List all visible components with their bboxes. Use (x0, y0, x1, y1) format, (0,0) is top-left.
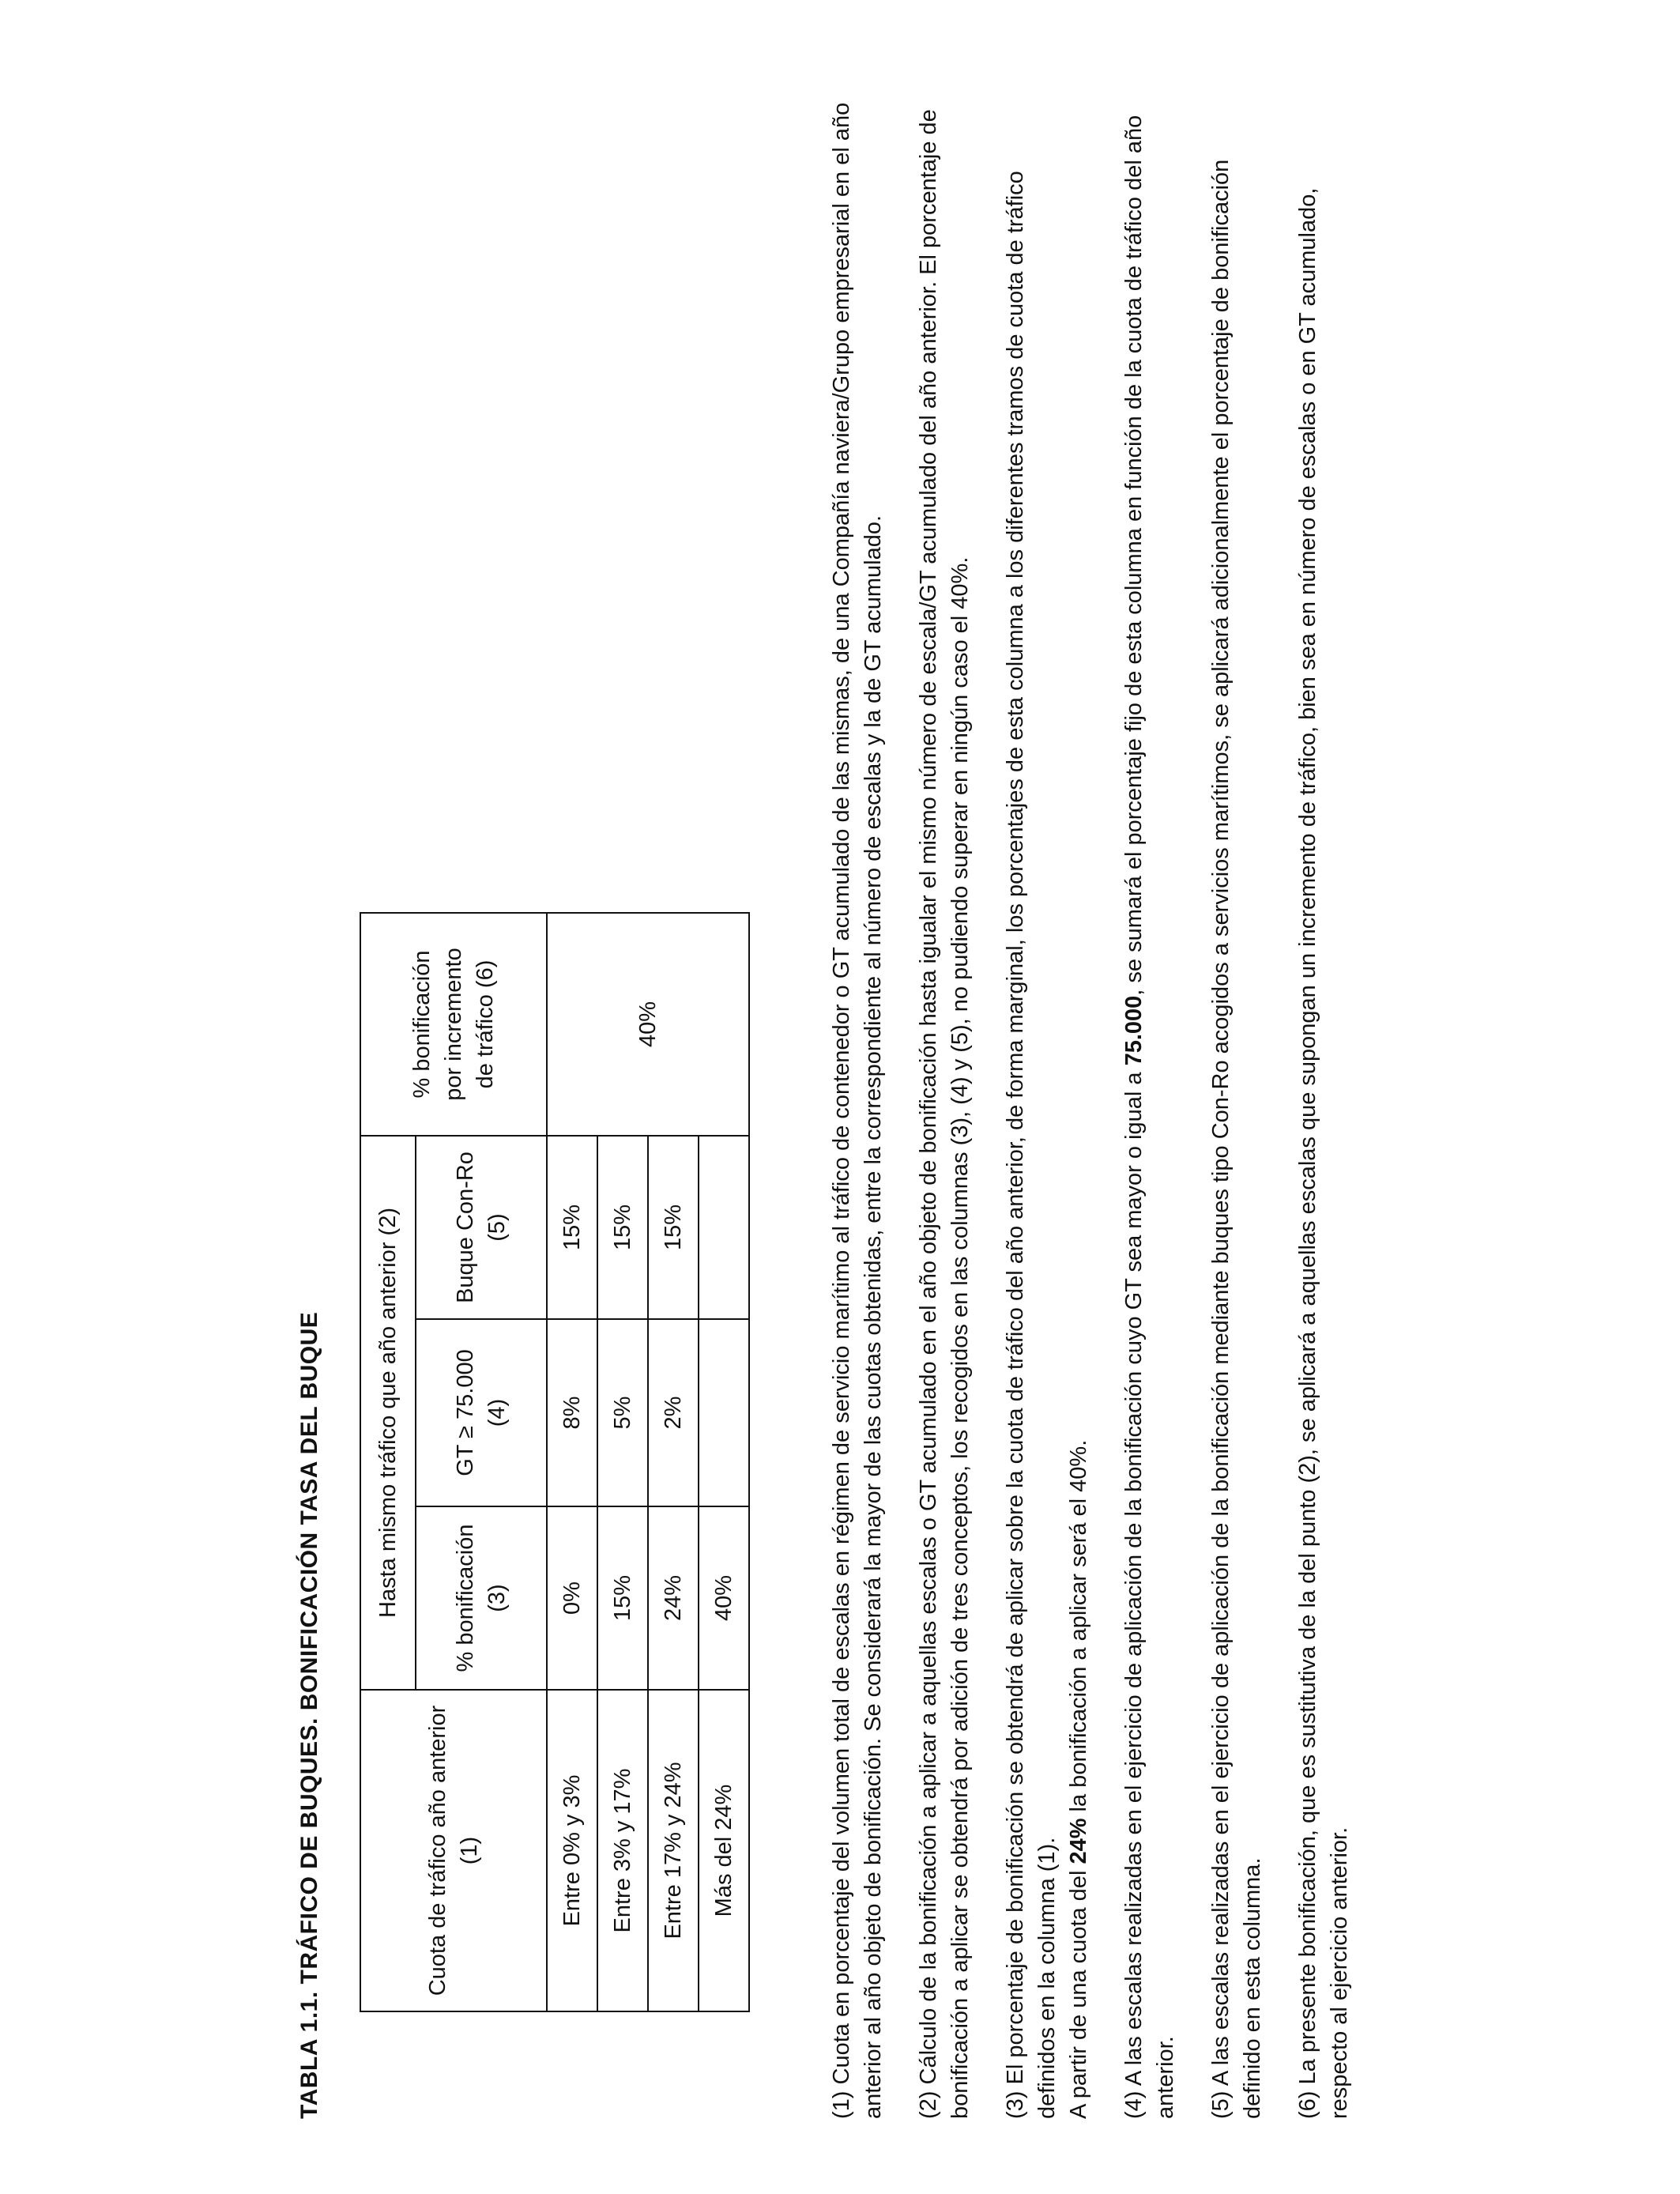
cell-conro-empty (699, 1136, 749, 1319)
header-increment-line3: de tráfico (6) (473, 959, 498, 1089)
header-conro-number: (5) (484, 1213, 510, 1242)
header-increment-bonus (360, 913, 547, 1136)
header-increment-line2: por incremento (441, 948, 466, 1101)
footnote-2 (913, 96, 976, 2119)
header-gt-label: GT ≥ 75.000 (453, 1349, 478, 1476)
table-title: TABLA 1.1. TRÁFICO DE BUQUES. BONIFICACIÓN TASA DEL BUQUE (296, 1311, 322, 2119)
header-bonus-number: (3) (484, 1584, 510, 1612)
cell-range: Entre 17% y 24% (648, 1690, 699, 2011)
cell-gt: 2% (648, 1319, 699, 1506)
cell-range: Entre 3% y 17% (597, 1690, 648, 2011)
header-conro (416, 1136, 547, 1319)
cell-conro: 15% (547, 1136, 597, 1319)
header-bonus-label: % bonificación (453, 1524, 478, 1672)
header-bonus-percent (416, 1506, 547, 1690)
header-gt-number: (4) (484, 1398, 510, 1427)
footnote-4-bold: 75.000 (1121, 995, 1147, 1066)
footnote-1-text: (1) Cuota en porcentaje del volumen total de escalas en régimen de servicio marítimo al tráfico de contenedor o GT acumulado de las mismas, de una Compañía naviera/Grupo empresarial en el año anterior al año objeto de bonificación. Se considerará la mayor de las cuotas obtenidas, entre la correspondiente al número de escalas y la de GT acumulado. (829, 102, 886, 2119)
footnote-5-text: (5) A las escalas realizadas en el ejercicio de aplicación de la bonificación mediante buques tipo Con-Ro acogidos a servicios marítimos, se aplicará adicionalmente el porcentaje de bonificación definido en esta columna. (1208, 159, 1265, 2119)
cell-gt: 8% (547, 1319, 597, 1506)
header-row-top (360, 913, 416, 2011)
footnote-4-pre: (4) A las escalas realizadas en el ejercicio de aplicación de la bonificación cuyo GT sea mayor o igual a (1121, 1065, 1147, 2119)
header-same-traffic-group: Hasta mismo tráfico que año anterior (2) (360, 1136, 416, 1690)
footnote-4-post: , se sumará el porcentaje fijo de esta columna en función de la cuota de tráfico del año anterior. (1121, 115, 1178, 2119)
cell-conro: 15% (648, 1136, 699, 1319)
header-gt (416, 1319, 547, 1506)
cell-increment-bonus: 40% (547, 913, 749, 1136)
header-traffic-share-label: Cuota de tráfico año anterior (425, 1705, 450, 1996)
cell-bonus: 15% (597, 1506, 648, 1690)
footnotes (826, 96, 1379, 2119)
cell-range: Entre 0% y 3% (547, 1690, 597, 2011)
header-traffic-share-number: (1) (457, 1836, 482, 1865)
footnote-6-text: (6) La presente bonificación, que es sustitutiva de la del punto (2), se aplicará a aquellas escalas que supongan un incremento de tráfico, bien sea en número de escalas o en GT acumulado, respecto al ejercicio anterior. (1295, 187, 1352, 2119)
header-increment-line1: % bonificación (409, 950, 435, 1099)
footnote-3 (1000, 96, 1094, 2119)
bonus-table (360, 912, 750, 2012)
cell-bonus: 0% (547, 1506, 597, 1690)
footnote-3-threshold-pre: A partir de una cuota del (1066, 1864, 1091, 2119)
footnote-3-text: (3) El porcentaje de bonificación se obtendrá de aplicar sobre la cuota de tráfico del año anterior, de forma marginal, los porcentajes de esta columna a los diferentes tramos de cuota de tráfico definidos en la columna (1). (1003, 171, 1060, 2119)
footnote-4 (1118, 96, 1181, 2119)
header-conro-label: Buque Con-Ro (453, 1152, 478, 1303)
footnote-5 (1205, 96, 1268, 2119)
footnote-3-threshold-bold: 24% (1066, 1818, 1091, 1864)
cell-gt-empty (699, 1319, 749, 1506)
cell-bonus: 40% (699, 1506, 749, 1690)
footnote-4-text (1118, 96, 1181, 2119)
cell-bonus: 24% (648, 1506, 699, 1690)
header-traffic-share (360, 1690, 547, 2011)
table-row (547, 913, 597, 2011)
footnote-6 (1292, 96, 1355, 2119)
footnote-2-text: (2) Cálculo de la bonificación a aplicar a aquellas escalas o GT acumulado en el año objeto de bonificación hasta igualar el mismo número de escala/GT acumulado del año anterior. El porcentaje de bonificación a aplicar se obtendrá por adición de tres conceptos, los recogidos en las columnas (3), (4) y (5), no pudiendo superar en ningún caso el 40%. (916, 109, 973, 2119)
footnote-3-threshold-post: la bonificación a aplicar será el 40%. (1066, 1439, 1091, 1819)
cell-conro: 15% (597, 1136, 648, 1319)
footnote-1 (826, 96, 889, 2119)
cell-range: Más del 24% (699, 1690, 749, 2011)
footnote-3-threshold (1063, 96, 1094, 2119)
cell-gt: 5% (597, 1319, 648, 1506)
